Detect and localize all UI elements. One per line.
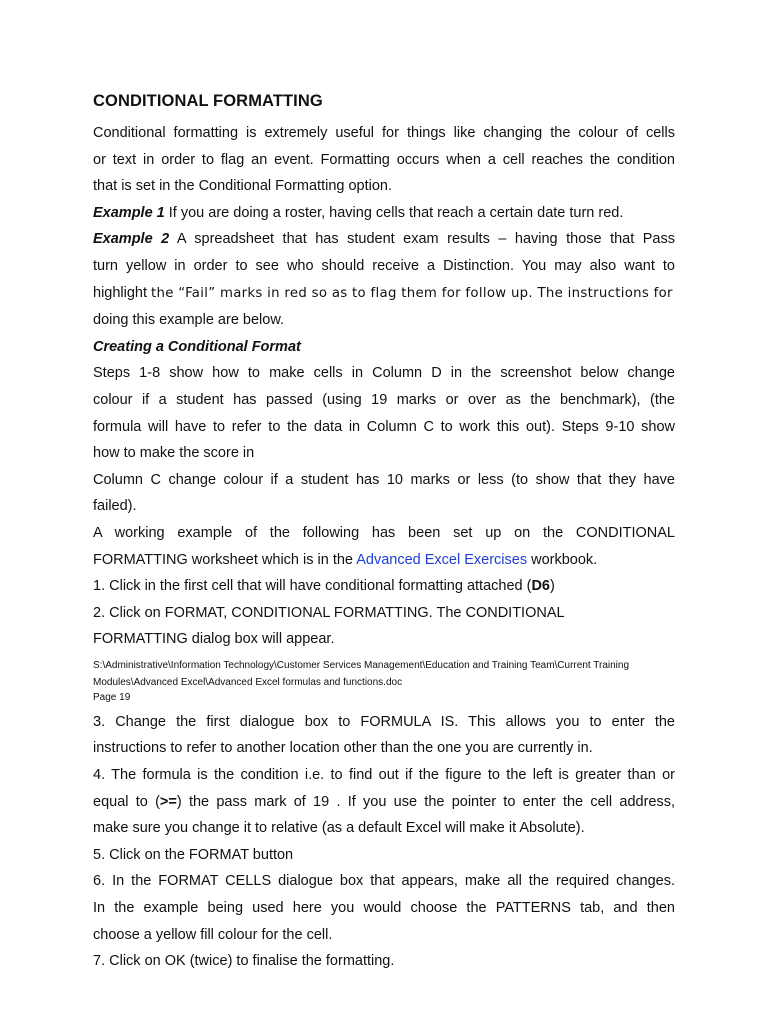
step-6-line-2: In the example being used here you would choose the PATTERNS tab, and then (93, 900, 675, 917)
steps-para-line-4: how to make the score in (93, 445, 255, 462)
example-2-line-3: highlight the “Fail” marks in red so as to flag them for follow up. The instructions for (93, 284, 673, 301)
step-5: 5. Click on the FORMAT button (93, 846, 294, 863)
working-line-2: FORMATTING worksheet which is in the Advanced Excel Exercises workbook. (93, 551, 598, 568)
column-c-line-1: Column C change colour if a student has 10 marks or less (to show that they have (93, 471, 675, 488)
step-4-operator: >= (159, 793, 177, 810)
intro-line-1: Conditional formatting is extremely useful for things like changing the colour of cells (93, 125, 675, 141)
intro-line-2: or text in order to flag an event. Formatting occurs when a cell reaches the condition (93, 151, 675, 168)
step-3-line-2: instructions to refer to another location other than the one you are currently in. (93, 740, 593, 757)
example-2-label: Example 2 (93, 231, 170, 248)
example-1-text: If you are doing a roster, having cells that reach a certain date turn red. (164, 204, 624, 221)
example-2-line-2: turn yellow in order to see who should receive a Distinction. You may also want to (93, 257, 675, 274)
example-2-line-1: Example 2 A spreadsheet that has student exam results – having those that Pass (93, 231, 675, 248)
steps-para-line-3: formula will have to refer to the data in Column C to work this out). Steps 9-10 show (93, 418, 675, 435)
advanced-excel-exercises-link[interactable]: Advanced Excel Exercises (356, 551, 528, 568)
steps-para-line-2: colour if a student has passed (using 19 marks or over as the benchmark), (the (93, 391, 675, 408)
document-title: CONDITIONAL FORMATTING (93, 92, 323, 110)
step-1-cell: D6 (531, 578, 550, 595)
intro-line-3: that is set in the Conditional Formatting option. (93, 178, 393, 195)
example-1 (93, 200, 675, 227)
step-4-line-2: equal to (>=) the pass mark of 19 . If you use the pointer to enter the cell address, (93, 793, 675, 810)
step-7: 7. Click on OK (twice) to finalise the formatting. (93, 953, 395, 970)
working-line-1: A working example of the following has been set up on the CONDITIONAL (93, 524, 675, 541)
step-3-line-1: 3. Change the first dialogue box to FORMULA IS. This allows you to enter the (93, 713, 675, 730)
step-4-line-1: 4. The formula is the condition i.e. to find out if the figure to the left is greater than or (93, 767, 675, 784)
document-page (93, 92, 675, 975)
column-c-line-2: failed). (93, 498, 137, 515)
step-6-line-1: 6. In the FORMAT CELLS dialogue box that appears, make all the required changes. (93, 873, 675, 890)
steps-para-line-1: Steps 1-8 show how to make cells in Column D in the screenshot below change (93, 365, 675, 382)
example-2-line-4: doing this example are below. (93, 312, 285, 329)
footer-path: S:\Administrative\Information Technology\Customer Services Management\Education and Training Team\Current Training Modules\Advanced Excel\Advanced Excel formulas and functions.doc (93, 659, 630, 688)
step-6-line-3: choose a yellow fill colour for the cell. (93, 926, 333, 943)
step-2-line-2: FORMATTING dialog box will appear. (93, 631, 335, 648)
step-2-line-1: 2. Click on FORMAT, CONDITIONAL FORMATTING. The CONDITIONAL (93, 604, 565, 621)
subheading: Creating a Conditional Format (93, 338, 301, 355)
step-1: 1. Click in the first cell that will have conditional formatting attached (D6) (93, 578, 555, 595)
step-4-line-3: make sure you change it to relative (as a default Excel will make it Absolute). (93, 820, 585, 837)
page-number: Page 19 (93, 691, 131, 703)
example-1-label: Example 1 (93, 204, 165, 221)
